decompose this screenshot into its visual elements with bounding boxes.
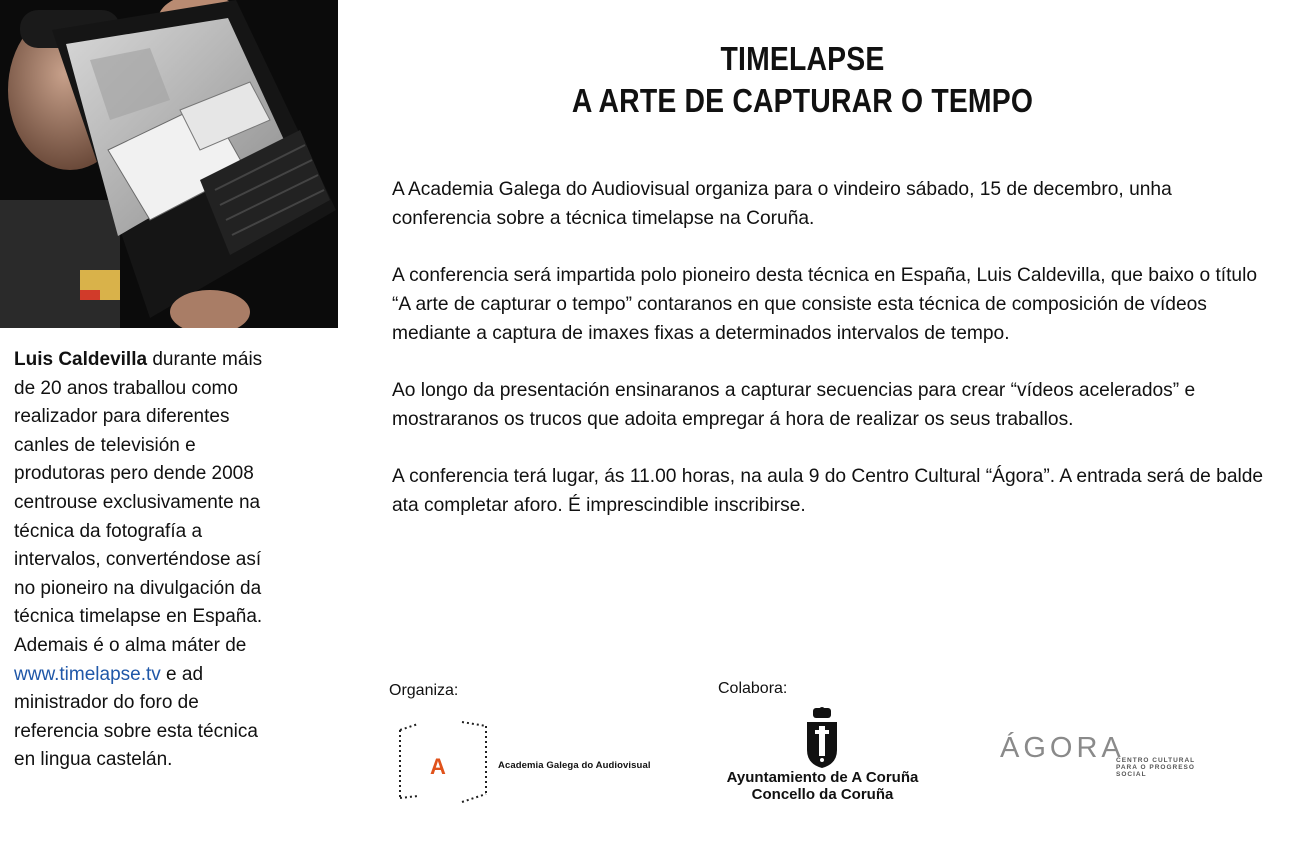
- bio-text-a: durante máis de 20 anos traballou como realizador para diferentes canles de televisión e produtoras pero dende 2008 centrouse exclusivamente na técnica da fotografía a intervalos, converténdose así no pioneiro na divulgación da técnica timelapse en España. Ademais é o alma máter de: [14, 349, 263, 656]
- title-line-1: TIMELAPSE: [720, 40, 885, 77]
- speaker-photo: [0, 0, 338, 328]
- agora-tag-line-2: PARA O PROGRESO: [1116, 763, 1195, 771]
- academia-frame-icon: [392, 718, 492, 808]
- academia-letter: A: [430, 754, 446, 779]
- agora-tag-line-1: CENTRO CULTURAL: [1116, 757, 1196, 764]
- colabora-label: Colabora:: [718, 680, 788, 697]
- page-title: [470, 38, 1135, 122]
- speaker-bio: [14, 346, 276, 775]
- title-line-2: A ARTE DE CAPTURAR O TEMPO: [571, 82, 1034, 119]
- organiza-label: Organiza:: [389, 682, 459, 699]
- paragraph-3: Ao longo da presentación ensinaranos a capturar secuencias para crear “vídeos acelerados” e mostraranos os trucos que adoita empregar á hora de realizar os seus traballos.: [392, 380, 1196, 430]
- paragraph-1: A Academia Galega do Audiovisual organiza para o vindeiro sábado, 15 de decembro, unha conferencia sobre a técnica timelapse na Coruña.: [392, 179, 1172, 229]
- website-link[interactable]: www.timelapse.tv: [14, 663, 161, 685]
- coruna-line-1: Ayuntamiento de A Coruña: [726, 769, 919, 786]
- coat-of-arms-icon: [715, 706, 930, 768]
- academia-logo: [392, 718, 652, 808]
- paragraph-4: A conferencia terá lugar, ás 11.00 horas, na aula 9 do Centro Cultural “Ágora”. A entrada será de balde ata completar aforo. É imprescindible inscribirse.: [392, 466, 1264, 516]
- announcement-body: [392, 175, 1272, 548]
- bio-text-b: e ad ministrador do foro de referencia sobre esta técnica en lingua castelán.: [14, 663, 258, 771]
- coruna-logo: [715, 706, 930, 806]
- agora-wordmark: ÁGORA: [1000, 732, 1125, 764]
- paragraph-2: A conferencia será impartida polo pioneiro desta técnica en España, Luis Caldevilla, que baixo o título “A arte de capturar o tempo” contaranos en que consiste esta técnica de composición de vídeos mediante a captura de imaxes fixas a determinados intervalos de tempo.: [392, 265, 1258, 344]
- speaker-name: Luis Caldevilla: [14, 349, 148, 370]
- agora-logo: [998, 732, 1218, 782]
- coruna-line-2: Concello da Coruña: [751, 786, 894, 803]
- agora-tag-line-3: SOCIAL: [1116, 770, 1147, 778]
- academia-name: Academia Galega do Audiovisual: [498, 760, 651, 771]
- agora-tagline: [1116, 758, 1195, 778]
